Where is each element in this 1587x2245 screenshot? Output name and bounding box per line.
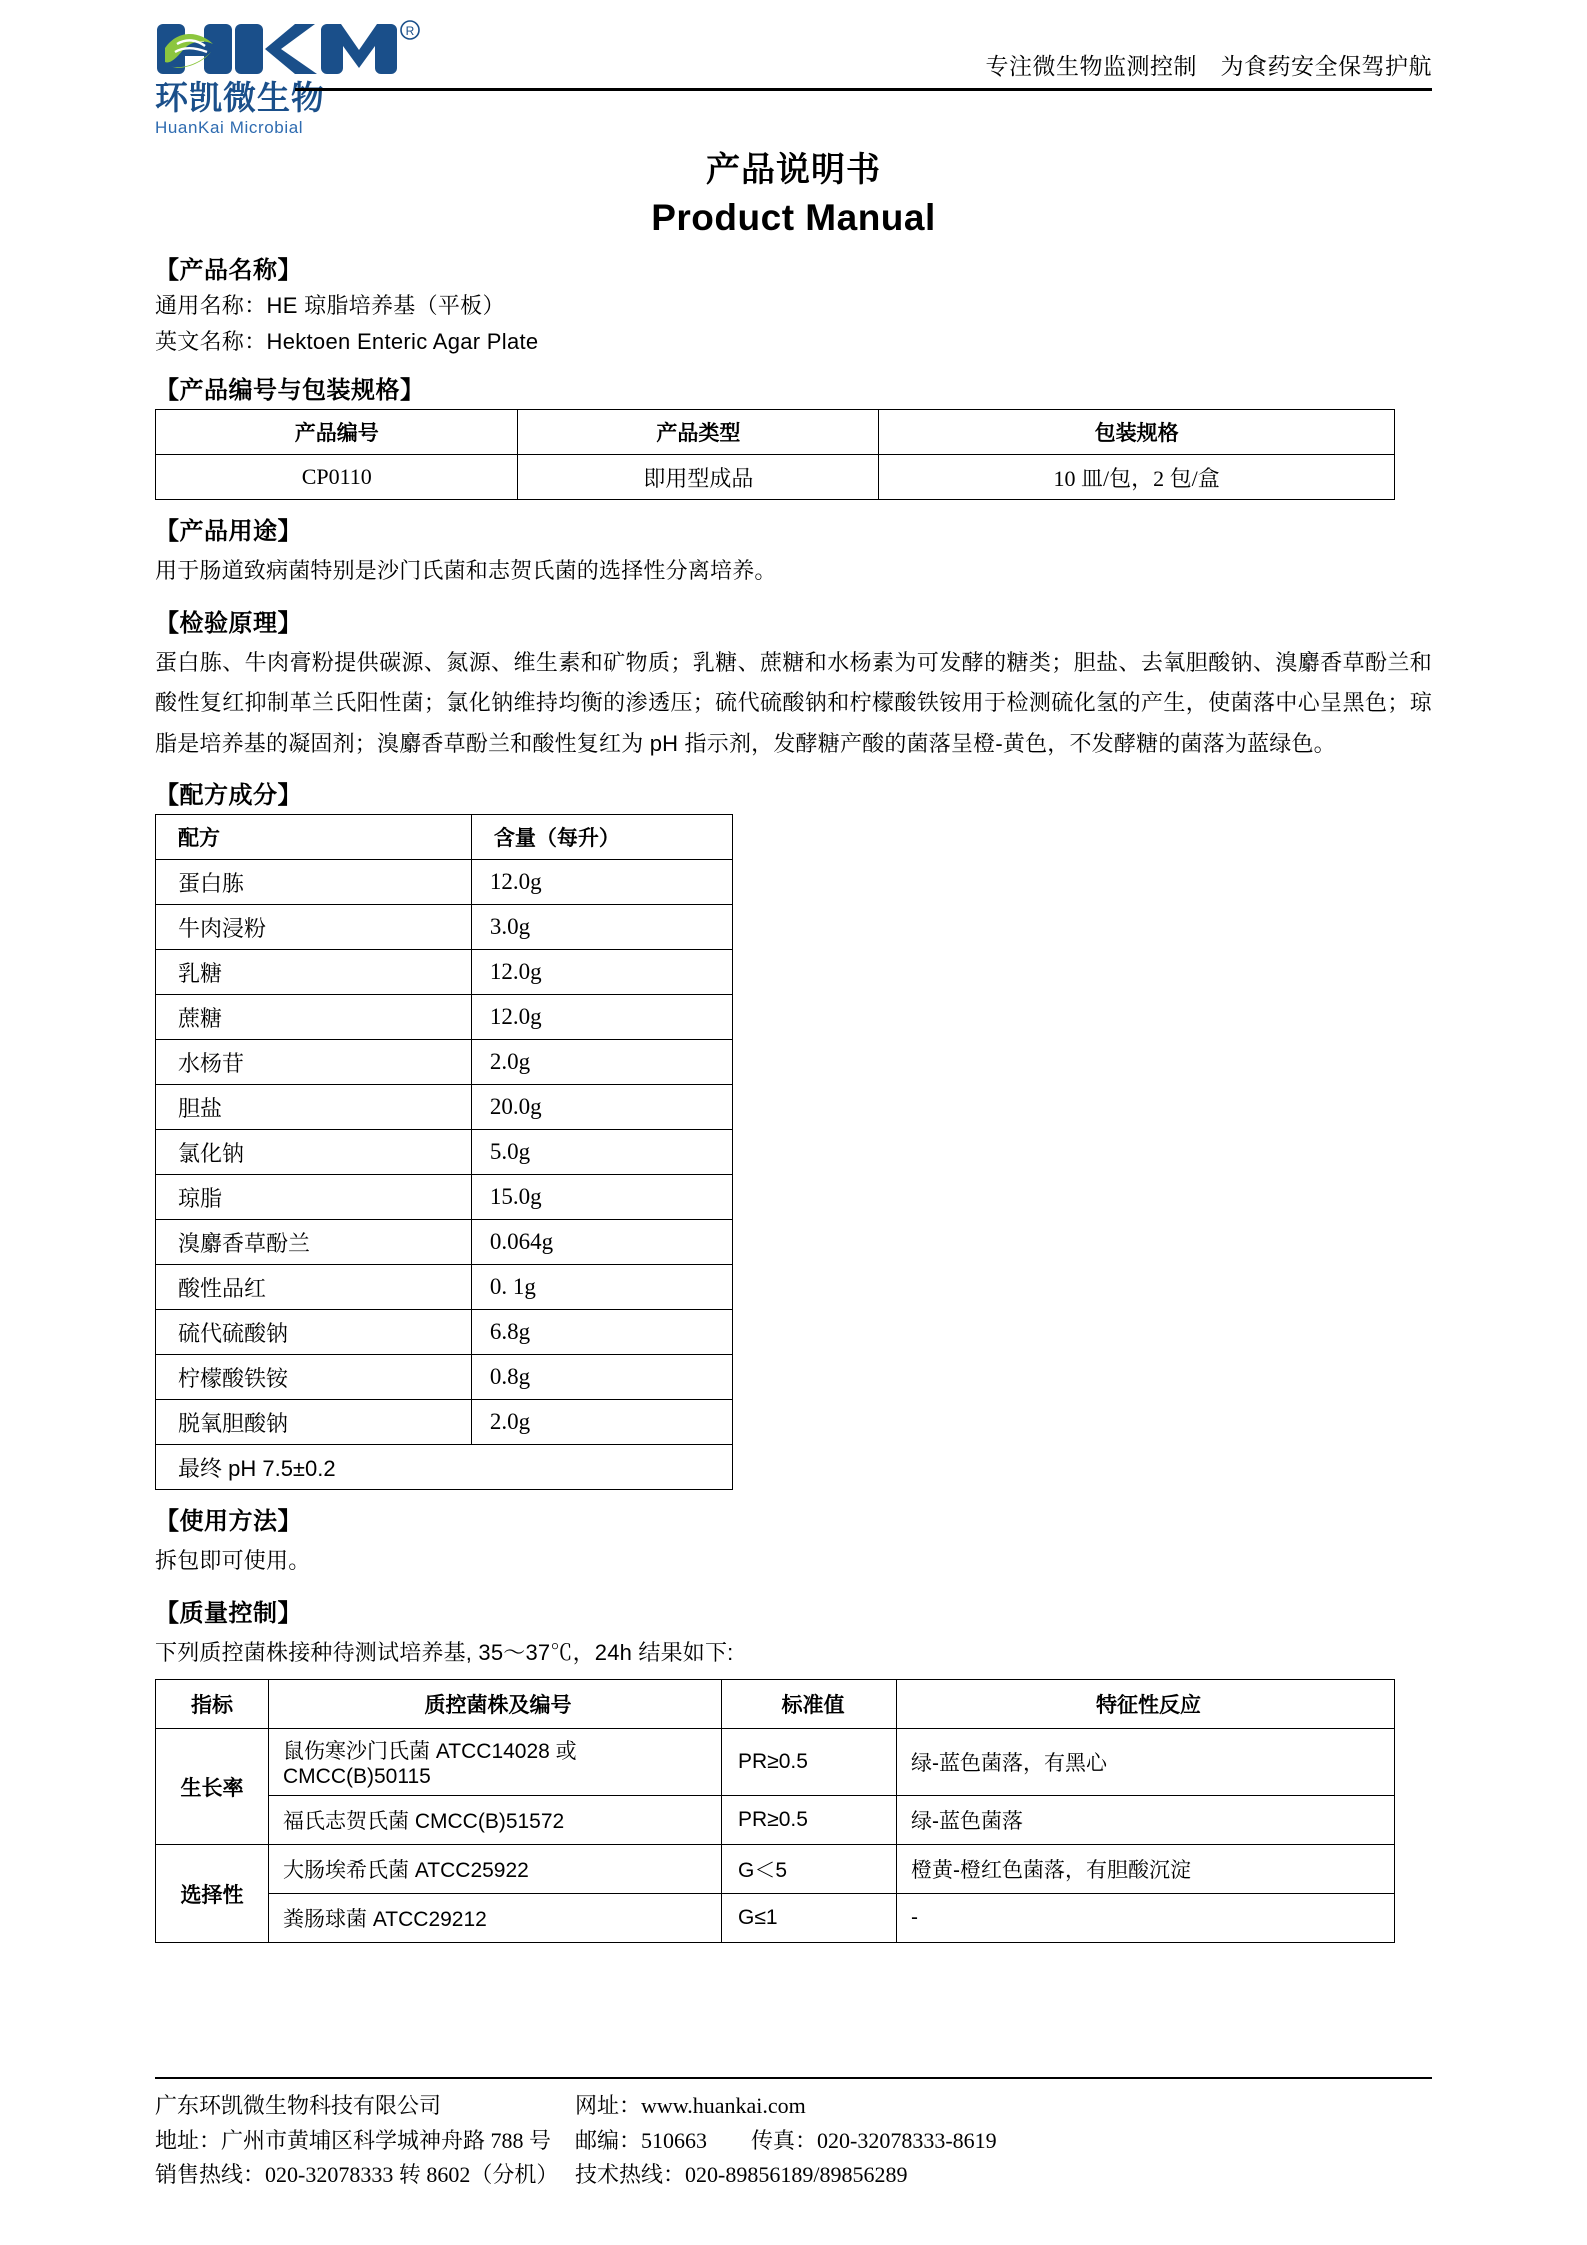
formula-cell-amount: 2.0g	[471, 1040, 732, 1085]
page-title-english: Product Manual	[651, 197, 936, 238]
qc-cell-index: 生长率	[156, 1729, 269, 1845]
formula-cell-amount: 0.064g	[471, 1220, 732, 1265]
formula-cell-name: 硫代硫酸钠	[156, 1310, 472, 1355]
formula-cell-name: 牛肉浸粉	[156, 905, 472, 950]
formula-col-amount: 含量（每升）	[471, 815, 732, 860]
usage-text: 拆包即可使用。	[155, 1548, 311, 1574]
table-header-row	[156, 815, 733, 860]
formula-cell-name: 酸性品红	[156, 1265, 472, 1310]
page-title-chinese: 产品说明书	[706, 151, 881, 189]
header-divider	[295, 88, 1432, 91]
table-row	[156, 455, 1395, 500]
table-row	[156, 1400, 733, 1445]
qc-col-strain: 质控菌株及编号	[269, 1680, 722, 1729]
footer-columns	[155, 2089, 1432, 2193]
spec-cell-package: 10 皿/包，2 包/盒	[879, 455, 1395, 500]
section-heading-usage: 【使用方法】	[155, 1508, 302, 1536]
quality-intro-text: 下列质控菌株接种待测试培养基, 35～37℃，24h 结果如下:	[155, 1639, 734, 1665]
table-row	[156, 1040, 733, 1085]
footer-sales-hotline: 销售热线：020-32078333 转 8602（分机）	[155, 2162, 559, 2188]
formula-cell-name: 胆盐	[156, 1085, 472, 1130]
footer-address: 地址：广州市黄埔区科学城神舟路 788 号	[155, 2127, 552, 2153]
spec-cell-code: CP0110	[156, 455, 518, 500]
header-tagline: 专注微生物监测控制 为食药安全保驾护航	[985, 53, 1432, 79]
company-logo	[155, 18, 455, 138]
table-row	[156, 1310, 733, 1355]
spec-cell-type: 即用型成品	[518, 455, 879, 500]
table-header-row	[156, 1680, 1395, 1729]
formula-cell-amount: 2.0g	[471, 1400, 732, 1445]
qc-cell-strain: 鼠伤寒沙门氏菌 ATCC14028 或 CMCC(B)50115	[269, 1729, 722, 1796]
qc-cell-strain: 大肠埃希氏菌 ATCC25922	[269, 1845, 722, 1894]
formula-table-body	[156, 815, 733, 860]
footer-company-name: 广东环凯微生物科技有限公司	[155, 2092, 442, 2118]
section-heading-purpose: 【产品用途】	[155, 518, 302, 546]
table-row	[156, 860, 733, 905]
qc-rows	[156, 1729, 1395, 1943]
qc-header-body	[156, 1680, 1395, 1729]
spec-col-code: 产品编号	[156, 410, 518, 455]
table-row	[156, 1845, 1395, 1894]
logo-english-name: HuanKai Microbial	[155, 117, 304, 137]
qc-cell-reaction: 绿-蓝色菌落	[897, 1796, 1395, 1845]
table-row	[156, 1355, 733, 1400]
spec-col-type: 产品类型	[518, 410, 879, 455]
formula-cell-amount: 0.8g	[471, 1355, 732, 1400]
qc-cell-standard: G＜5	[722, 1845, 897, 1894]
qc-col-index: 指标	[156, 1680, 269, 1729]
spec-table	[155, 409, 1395, 500]
section-heading-quality: 【质量控制】	[155, 1599, 302, 1627]
qc-cell-index: 选择性	[156, 1845, 269, 1943]
formula-cell-name: 蛋白胨	[156, 860, 472, 905]
formula-cell-name: 溴麝香草酚兰	[156, 1220, 472, 1265]
formula-cell-amount: 20.0g	[471, 1085, 732, 1130]
svg-text:R: R	[405, 24, 415, 38]
formula-ph-body	[156, 1445, 733, 1490]
formula-ph-row	[156, 1445, 733, 1490]
qc-cell-standard: G≤1	[722, 1894, 897, 1943]
footer-divider	[155, 2077, 1432, 2079]
qc-col-reaction: 特征性反应	[897, 1680, 1395, 1729]
page-header	[155, 0, 1432, 137]
footer-right-column	[575, 2089, 1432, 2193]
table-row	[156, 1796, 1395, 1845]
product-common-name: 通用名称：HE 琼脂培养基（平板）	[155, 293, 505, 318]
table-row	[156, 1265, 733, 1310]
table-row	[156, 950, 733, 995]
table-row	[156, 1729, 1395, 1796]
section-heading-product-name: 【产品名称】	[155, 257, 302, 284]
formula-rows	[156, 860, 733, 1445]
qc-cell-strain: 福氏志贺氏菌 CMCC(B)51572	[269, 1796, 722, 1845]
qc-cell-reaction: -	[897, 1894, 1395, 1943]
qc-col-standard: 标准值	[722, 1680, 897, 1729]
formula-ph-value: 最终 pH 7.5±0.2	[156, 1445, 733, 1490]
formula-cell-amount: 12.0g	[471, 860, 732, 905]
formula-cell-name: 乳糖	[156, 950, 472, 995]
table-row	[156, 1175, 733, 1220]
formula-cell-amount: 6.8g	[471, 1310, 732, 1355]
formula-cell-name: 柠檬酸铁铵	[156, 1355, 472, 1400]
formula-cell-amount: 3.0g	[471, 905, 732, 950]
formula-cell-name: 水杨苷	[156, 1040, 472, 1085]
formula-cell-amount: 15.0g	[471, 1175, 732, 1220]
table-row	[156, 995, 733, 1040]
hkm-logo-icon	[155, 18, 445, 80]
formula-cell-amount: 12.0g	[471, 995, 732, 1040]
formula-cell-amount: 12.0g	[471, 950, 732, 995]
table-row	[156, 1085, 733, 1130]
formula-cell-name: 琼脂	[156, 1175, 472, 1220]
formula-cell-amount: 5.0g	[471, 1130, 732, 1175]
qc-cell-standard: PR≥0.5	[722, 1729, 897, 1796]
formula-cell-name: 脱氧胆酸钠	[156, 1400, 472, 1445]
section-heading-spec: 【产品编号与包装规格】	[155, 377, 425, 405]
table-row	[156, 905, 733, 950]
footer-tech-hotline: 技术热线：020-89856189/89856289	[575, 2162, 908, 2188]
purpose-text: 用于肠道致病菌特别是沙门氏菌和志贺氏菌的选择性分离培养。	[155, 558, 777, 584]
section-heading-principle: 【检验原理】	[155, 609, 302, 637]
table-row	[156, 1220, 733, 1265]
qc-cell-reaction: 绿-蓝色菌落，有黑心	[897, 1729, 1395, 1796]
spec-col-package: 包装规格	[879, 410, 1395, 455]
table-row	[156, 1130, 733, 1175]
page-footer	[155, 2077, 1432, 2193]
section-heading-formula: 【配方成分】	[155, 782, 302, 810]
footer-website: 网址：www.huankai.com	[575, 2092, 806, 2118]
quality-control-table	[155, 1679, 1395, 1943]
formula-table	[155, 814, 733, 1490]
product-english-name: 英文名称：Hektoen Enteric Agar Plate	[155, 328, 539, 354]
formula-cell-name: 蔗糖	[156, 995, 472, 1040]
qc-cell-strain: 粪肠球菌 ATCC29212	[269, 1894, 722, 1943]
logo-chinese-name: 环凯微生物	[155, 79, 325, 116]
footer-postcode-fax: 邮编：510663 传真：020-32078333-8619	[575, 2127, 997, 2153]
qc-cell-reaction: 橙黄-橙红色菌落，有胆酸沉淀	[897, 1845, 1395, 1894]
formula-cell-amount: 0. 1g	[471, 1265, 732, 1310]
principle-text: 蛋白胨、牛肉膏粉提供碳源、氮源、维生素和矿物质；乳糖、蔗糖和水杨素为可发酵的糖类；胆盐、去氧胆酸钠、溴麝香草酚兰和酸性复红抑制革兰氏阳性菌；氯化钠维持均衡的渗透压；硫代硫酸钠和柠檬酸铁铵用于检测硫化氢的产生，使菌落中心呈黑色；琼脂是培养基的凝固剂；溴麝香草酚兰和酸性复红为 pH 指示剂，发酵糖产酸的菌落呈橙-黄色，不发酵糖的菌落为蓝绿色。	[155, 649, 1432, 756]
formula-col-name: 配方	[156, 815, 472, 860]
formula-cell-name: 氯化钠	[156, 1130, 472, 1175]
footer-left-column	[155, 2089, 575, 2193]
table-row	[156, 1894, 1395, 1943]
qc-cell-standard: PR≥0.5	[722, 1796, 897, 1845]
table-header-row	[156, 410, 1395, 455]
